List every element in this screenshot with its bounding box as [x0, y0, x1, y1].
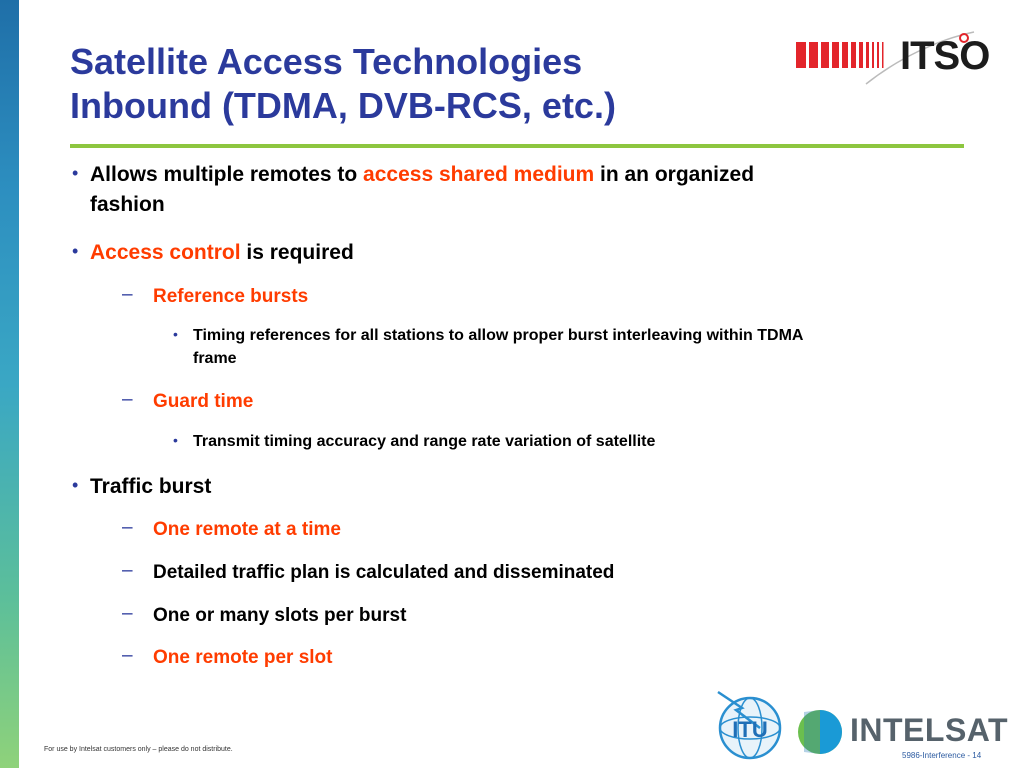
itso-logo-text: ITSO [900, 34, 990, 78]
bullet-2-2-1: Transmit timing accuracy and range rate variation of satellite [193, 433, 656, 450]
title-line-2: Inbound (TDMA, DVB-RCS, etc.) [70, 85, 616, 126]
bullet-2: Access control is required [90, 241, 354, 264]
dash-marker: – [122, 603, 133, 624]
slide-number: 5986-Interference - 14 [902, 751, 982, 760]
title-divider [70, 144, 964, 148]
side-gradient-stripe [0, 0, 19, 768]
footer-disclaimer: For use by Intelsat customers only – please do not distribute. [44, 746, 233, 753]
dash-marker: – [122, 645, 133, 666]
title-line-1: Satellite Access Technologies [70, 41, 583, 82]
bullet-3: Traffic burst [90, 475, 212, 498]
bullet-2-1-1: Timing references for all stations to allow proper burst interleaving within TDMA frame [193, 327, 804, 367]
itu-logo-text: ITU [732, 717, 768, 742]
dash-marker: – [122, 560, 133, 581]
intelsat-logo-text: INTELSAT [850, 712, 1009, 748]
bullet-marker: • [173, 432, 178, 448]
bullet-marker: • [72, 475, 79, 495]
bullet-marker: • [72, 163, 79, 183]
bullet-3-3: One or many slots per burst [153, 605, 407, 626]
dash-marker: – [122, 517, 133, 538]
bullet-marker: • [72, 241, 79, 261]
bullet-3-1: One remote at a time [153, 519, 341, 540]
dash-marker: – [122, 389, 133, 410]
bullet-2-2: Guard time [153, 391, 254, 412]
bullet-2-1: Reference bursts [153, 286, 309, 307]
bullet-marker: • [173, 326, 178, 342]
itu-logo-icon [712, 688, 788, 762]
page-title [70, 40, 616, 128]
bullet-3-2: Detailed traffic plan is calculated and disseminated [153, 562, 615, 583]
bullet-1: Allows multiple remotes to access shared medium in an organized fashion [90, 163, 755, 216]
dash-marker: – [122, 284, 133, 305]
bullet-3-4: One remote per slot [153, 647, 333, 668]
intelsat-mark-icon [794, 704, 844, 758]
itso-logo [796, 30, 990, 86]
